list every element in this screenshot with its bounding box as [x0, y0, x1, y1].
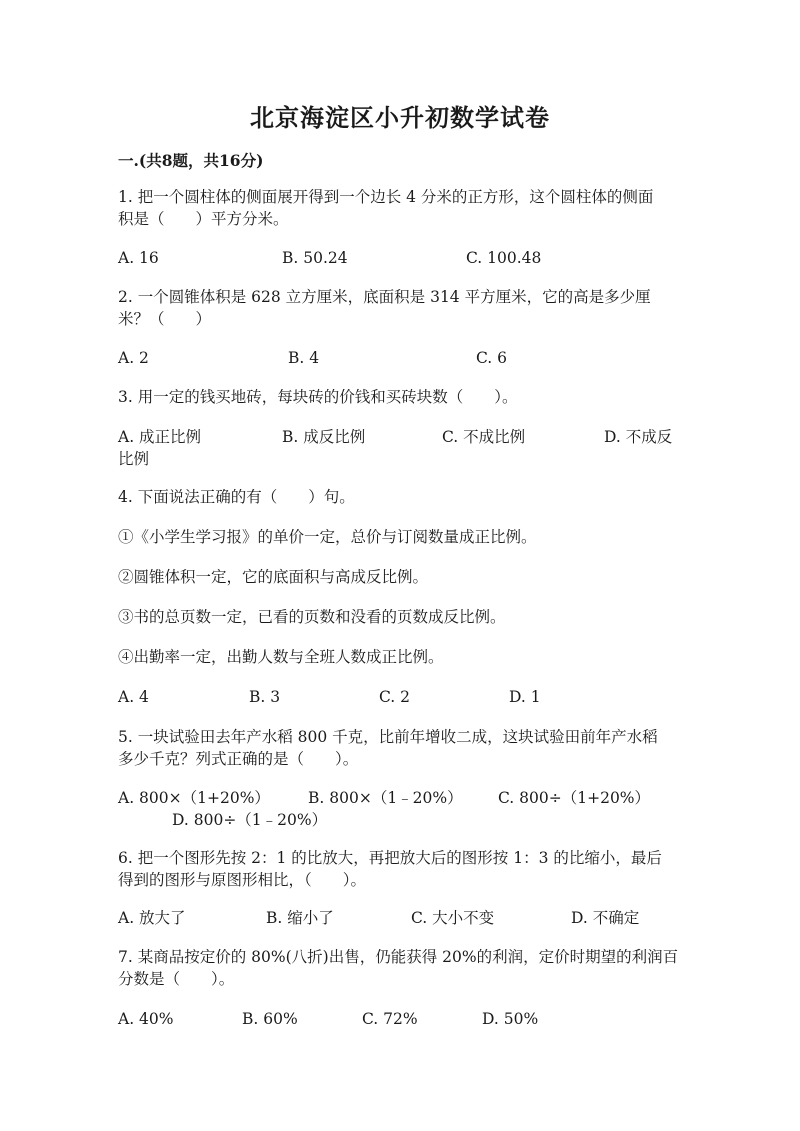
- question-7-line-1: 7. 某商品按定价的 80%(八折)出售，仍能获得 20%的利润，定价时期望的利润百: [118, 948, 679, 966]
- q1-option-c: C. 100.48: [466, 249, 542, 267]
- q4-statement-3: ③书的总页数一定，已看的页数和没看的页数成反比例。: [118, 608, 506, 626]
- q3-option-b: B. 成反比例: [282, 428, 366, 446]
- question-6-line-2: 得到的图形与原图形相比，（ ）。: [118, 871, 367, 889]
- section-header: 一.(共8题，共16分): [118, 151, 264, 170]
- q3-option-c: C. 不成比例: [442, 428, 526, 446]
- question-2-line-1: 2. 一个圆锥体积是 628 立方厘米，底面积是 314 平方厘米，它的高是多少厘: [118, 288, 651, 306]
- q4-statement-1: ①《小学生学习报》的单价一定，总价与订阅数量成正比例。: [118, 528, 537, 546]
- q2-option-a: A. 2: [118, 349, 149, 367]
- q6-option-d: D. 不确定: [571, 909, 640, 927]
- question-3-line-1: 3. 用一定的钱买地砖，每块砖的价钱和买砖块数（ ）。: [118, 388, 518, 406]
- q4-option-d: D. 1: [509, 688, 541, 706]
- question-7-line-2: 分数是（ ）。: [118, 970, 235, 988]
- question-2-line-2: 米？（ ）: [118, 310, 212, 328]
- q7-option-a: A. 40%: [118, 1010, 174, 1028]
- q4-statement-2: ②圆锥体积一定，它的底面积与高成反比例。: [118, 568, 429, 586]
- q4-option-a: A. 4: [118, 688, 149, 706]
- question-1-line-2: 积是（ ）平方分米。: [118, 210, 289, 228]
- q7-option-d: D. 50%: [482, 1010, 539, 1028]
- q2-option-c: C. 6: [476, 349, 508, 367]
- q4-option-c: C. 2: [379, 688, 411, 706]
- q3-option-d: D. 不成反: [604, 428, 673, 446]
- exam-title: 北京海淀区小升初数学试卷: [250, 103, 550, 132]
- q5-option-d: D. 800÷（1﹣20%）: [172, 811, 328, 829]
- q4-option-b: B. 3: [249, 688, 281, 706]
- q6-option-c: C. 大小不变: [411, 909, 495, 927]
- question-4-line-1: 4. 下面说法正确的有（ ）句。: [118, 488, 355, 506]
- q5-option-c: C. 800÷（1+20%）: [498, 789, 651, 807]
- q6-option-a: A. 放大了: [118, 909, 186, 927]
- q1-option-b: B. 50.24: [282, 249, 348, 267]
- q5-option-a: A. 800×（1+20%）: [118, 789, 270, 807]
- q5-option-b: B. 800×（1﹣20%）: [308, 789, 463, 807]
- q4-statement-4: ④出勤率一定，出勤人数与全班人数成正比例。: [118, 648, 444, 666]
- q1-option-a: A. 16: [118, 249, 159, 267]
- question-5-line-2: 多少千克？列式正确的是（ ）。: [118, 750, 359, 768]
- question-5-line-1: 5. 一块试验田去年产水稻 800 千克，比前年增收二成，这块试验田前年产水稻: [118, 728, 658, 746]
- q6-option-b: B. 缩小了: [266, 909, 334, 927]
- question-6-line-1: 6. 把一个图形先按 2：1 的比放大，再把放大后的图形按 1：3 的比缩小，最后: [118, 849, 662, 867]
- q7-option-c: C. 72%: [362, 1010, 418, 1028]
- question-1-line-1: 1. 把一个圆柱体的侧面展开得到一个边长 4 分米的正方形，这个圆柱体的侧面: [118, 188, 654, 206]
- q3-option-d-wrap: 比例: [118, 450, 150, 468]
- q2-option-b: B. 4: [288, 349, 320, 367]
- q3-option-a: A. 成正比例: [118, 428, 202, 446]
- q7-option-b: B. 60%: [242, 1010, 298, 1028]
